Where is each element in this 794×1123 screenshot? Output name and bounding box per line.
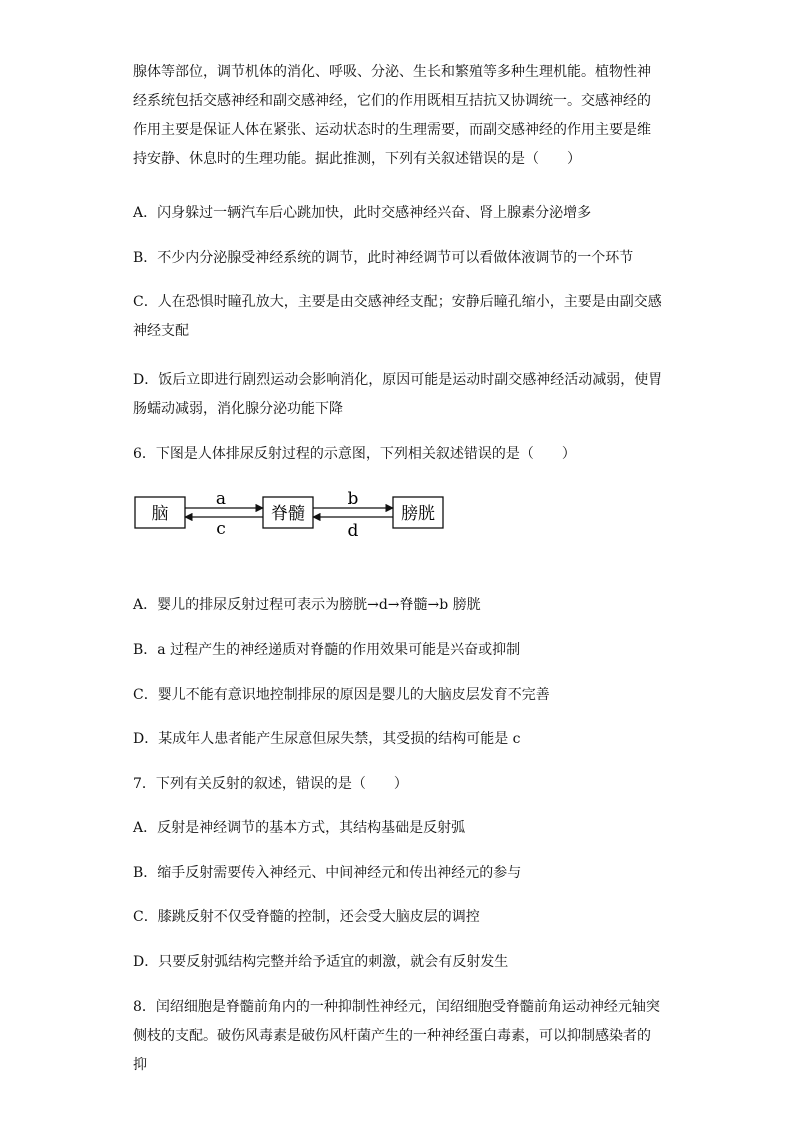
q5-option-a: A．闪身躲过一辆汽车后心跳加快，此时交感神经兴奋、肾上腺素分泌增多 — [133, 205, 592, 221]
q7-option-a: A．反射是神经调节的基本方式，其结构基础是反射弧 — [133, 820, 466, 836]
spinal-cord-label: 脊髓 — [271, 504, 305, 524]
q7-stem: 7．下列有关反射的叙述，错误的是（ ） — [133, 776, 408, 792]
q7-option-d: D．只要反射弧结构完整并给予适宜的刺激，就会有反射发生 — [133, 954, 509, 970]
q5-stem: 腺体等部位，调节机体的消化、呼吸、分泌、生长和繁殖等多种生理机能。植物性神经系统包括交感神经和副交感神经，它们的作用既相互拮抗又协调统一。交感神经的作用主要是保证人体在紧张、运动状态时的生理需要，而副交感神经的作用主要是维持安静、休息时的生理功能。据此推测，下列有关叙述错误的是（ ） — [133, 64, 651, 167]
q7-option-b: B．缩手反射需要传入神经元、中间神经元和传出神经元的参与 — [133, 865, 522, 881]
q5-option-c: C．人在恐惧时瞳孔放大，主要是由交感神经支配；安静后瞳孔缩小，主要是由副交感神经支配 — [133, 294, 662, 339]
q6-option-b: B．a 过程产生的神经递质对脊髓的作用效果可能是兴奋或抑制 — [133, 642, 521, 658]
bladder-label: 膀胱 — [401, 504, 435, 524]
arrow-b-label: b — [347, 489, 359, 509]
q6-stem: 6．下图是人体排尿反射过程的示意图，下列相关叙述错误的是（ ） — [133, 446, 576, 462]
q7-option-c: C．膝跳反射不仅受脊髓的控制，还会受大脑皮层的调控 — [133, 909, 480, 925]
q8-stem: 8．闰绍细胞是脊髓前角内的一种抑制性神经元，闰绍细胞受脊髓前角运动神经元轴突侧枝的支配。破伤风毒素是破伤风杆菌产生的一种神经蛋白毒素，可以抑制感染者的抑 — [133, 999, 660, 1073]
arrow-a-label: a — [215, 489, 227, 509]
arrow-d-label: d — [347, 521, 359, 541]
q5-option-d: D．饭后立即进行剧烈运动会影响消化，原因可能是运动时副交感神经活动减弱，使胃肠蠕动减弱，消化腺分泌功能下降 — [133, 372, 663, 417]
arrow-c-label: c — [216, 519, 226, 539]
q6-option-c: C．婴儿不能有意识地控制排尿的原因是婴儿的大脑皮层发育不完善 — [133, 687, 550, 703]
brain-label: 脑 — [151, 504, 169, 524]
q6-option-a: A．婴儿的排尿反射过程可表示为膀胱→d→脊髓→b 膀胱 — [133, 597, 481, 613]
q5-option-b: B．不少内分泌腺受神经系统的调节，此时神经调节可以看做体液调节的一个环节 — [133, 250, 634, 266]
reflex-diagram — [132, 484, 452, 544]
q6-option-d: D．某成年人患者能产生尿意但尿失禁，其受损的结构可能是 c — [133, 731, 521, 747]
